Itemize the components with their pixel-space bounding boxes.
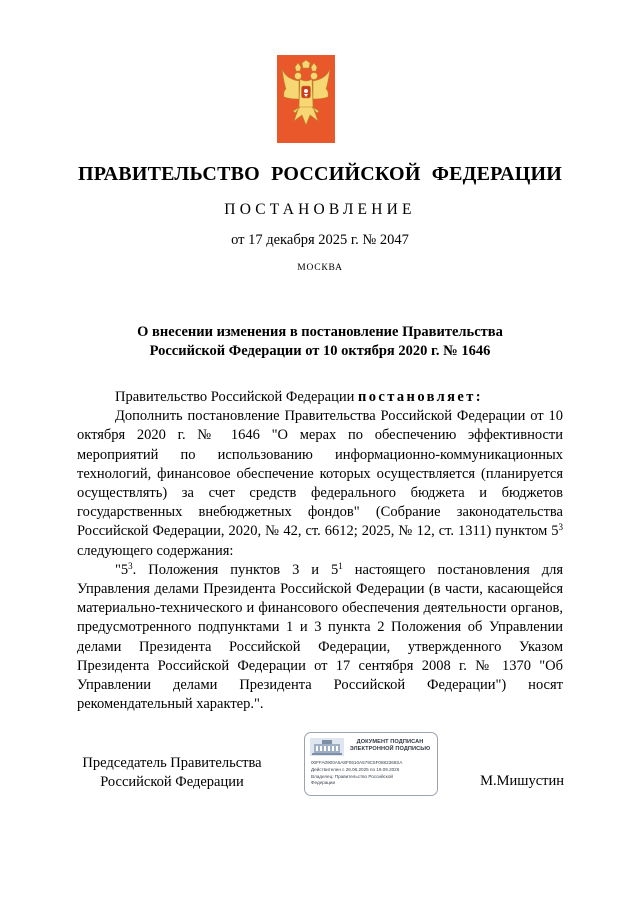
clause-text-start: . Положения пунктов 3 и 5 bbox=[132, 561, 339, 578]
document-subject bbox=[0, 323, 640, 361]
clause-reference-superscript: 1 bbox=[338, 560, 343, 571]
coat-of-arms-icon bbox=[277, 55, 335, 143]
document-type: ПОСТАНОВЛЕНИЕ bbox=[224, 201, 416, 218]
clause-number: "5 bbox=[115, 561, 129, 578]
decree-verb: постановляет: bbox=[357, 389, 484, 405]
document-date: от 17 декабря 2025 г. № 2047 bbox=[231, 232, 409, 248]
stamp-header bbox=[310, 737, 434, 757]
government-building-icon bbox=[310, 738, 344, 756]
document-body bbox=[77, 388, 563, 714]
signatory-position bbox=[77, 754, 267, 792]
stamp-title bbox=[346, 739, 434, 753]
subject-line-2: Российской Федерации от 10 октября 2020 г. № 1646 bbox=[149, 343, 491, 359]
electronic-signature-stamp bbox=[304, 732, 438, 796]
decree-lead: Правительство Российской Федерации bbox=[115, 389, 355, 405]
clause-superscript: 3 bbox=[128, 560, 133, 571]
certificate-owner-line-2: Федерации bbox=[311, 780, 336, 785]
stamp-title-line-2: ЭЛЕКТРОННОЙ ПОДПИСЬЮ bbox=[349, 746, 431, 752]
paragraph-amendment bbox=[77, 407, 563, 561]
signatory-name: М.Мишустин bbox=[480, 773, 564, 789]
paragraph-decree bbox=[77, 388, 563, 407]
amendment-text-end: следующего содержания: bbox=[77, 542, 234, 559]
subject-line-1: О внесении изменения в постановление Правительства bbox=[137, 324, 503, 340]
amendment-superscript: 3 bbox=[558, 522, 563, 533]
government-title: ПРАВИТЕЛЬСТВО РОССИЙСКОЙ ФЕДЕРАЦИИ bbox=[78, 163, 562, 185]
stamp-title-line-1: ДОКУМЕНТ ПОДПИСАН bbox=[356, 739, 424, 745]
signatory-position-line-1: Председатель Правительства bbox=[82, 755, 262, 771]
paragraph-new-clause bbox=[77, 561, 563, 715]
clause-text: настоящего постановления для Управления делами Президента Российской Федерации (в части, касающейся материально-технического и финансового обеспечения деятельности органов, предусмотренного подпунктами 1 и 3 пункта 2 Положения об Управлении делами Президента Российской Федерации, утвержденного Указом Президента Российской Федерации от 17 сентября 2008 г. № 1370 "Об Управлении делами Президента Российской Федерации") носят рекомендательный характер.". bbox=[77, 561, 564, 713]
signatory-position-line-2: Российской Федерации bbox=[100, 774, 244, 790]
amendment-text: Дополнить постановление Правительства Российской Федерации от 10 октября 2020 г. № 1646 "О мерах по обеспечению эффективности мероприятий по использованию информационно-коммуникационных технологий, финансовое обеспечение которых осуществляется (планируется осуществлять) за счет средств федерального бюджета и бюджетов государственных внебюджетных фондов" (Собрание законодательства Российской Федерации, 2020, № 42, ст. 6612; 2025, № 12, ст. 1311) пунктом 5 bbox=[77, 408, 563, 540]
certificate-validity: Действителен с 26.06.2025 по 19.09.2026 bbox=[311, 767, 400, 772]
certificate-serial: 00FFA0900A5A8F0610A579C5F0882366SA bbox=[311, 760, 403, 765]
certificate-owner-line-1: Владелец: Правительство Российской bbox=[311, 774, 393, 779]
city-name: МОСКВА bbox=[297, 263, 343, 273]
